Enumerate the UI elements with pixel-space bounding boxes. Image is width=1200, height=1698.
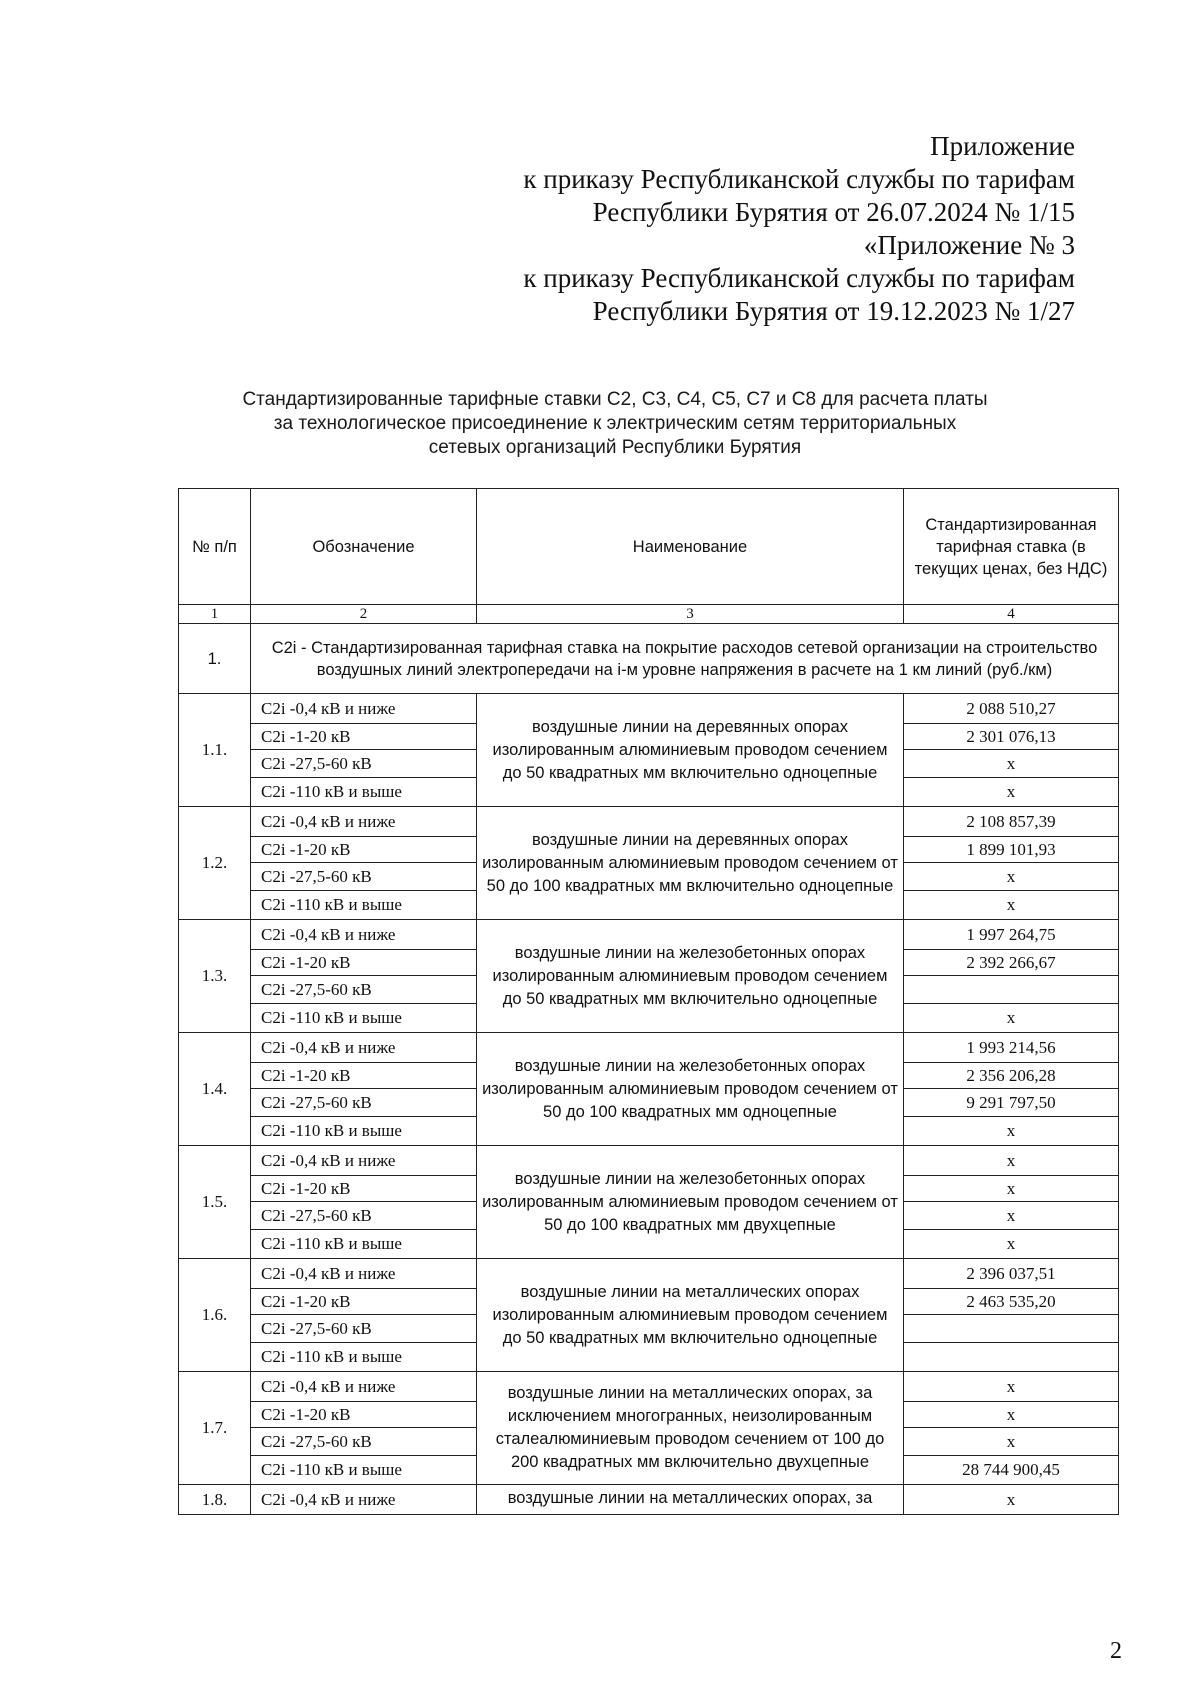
table-row <box>179 1372 1119 1402</box>
rate-value: х <box>904 863 1119 891</box>
rate-code: С2i -1-20 кВ <box>251 1063 477 1089</box>
title-line: Стандартизированные тарифные ставки С2, С3, С4, С5, С7 и С8 для расчета платы <box>242 389 988 410</box>
row-number: 1.1. <box>179 694 251 807</box>
rate-value: х <box>904 891 1119 920</box>
rate-code: С2i -27,5-60 кВ <box>251 976 477 1004</box>
rate-value: х <box>904 1428 1119 1456</box>
column-number: 4 <box>904 605 1119 624</box>
table-row <box>179 807 1119 837</box>
rate-code: С2i -110 кВ и выше <box>251 778 477 807</box>
rate-value: 28 744 900,45 <box>904 1456 1119 1485</box>
rate-code: С2i -1-20 кВ <box>251 724 477 750</box>
rate-value: х <box>904 1176 1119 1202</box>
section-number: 1. <box>179 624 251 694</box>
rate-code: С2i -1-20 кВ <box>251 837 477 863</box>
header-line: к приказу Республиканской службы по тарифам <box>523 164 1075 194</box>
rate-code: С2i -0,4 кВ и ниже <box>251 807 477 837</box>
rate-value: 2 392 266,67 <box>904 950 1119 976</box>
rate-code: С2i -1-20 кВ <box>251 1289 477 1315</box>
header-line: к приказу Республиканской службы по тарифам <box>523 263 1075 293</box>
page-number: 2 <box>1110 1638 1122 1664</box>
rate-value: х <box>904 750 1119 778</box>
line-description: воздушные линии на железобетонных опорах изолированным алюминиевым проводом сечением от 50 до 100 квадратных мм одноцепные <box>477 1033 904 1146</box>
rate-value: 2 301 076,13 <box>904 724 1119 750</box>
column-header: Стандартизированная тарифная ставка (в текущих ценах, без НДС) <box>904 489 1119 605</box>
line-description: воздушные линии на деревянных опорах изолированным алюминиевым проводом сечением до 50 квадратных мм включительно одноцепные <box>477 694 904 807</box>
rate-code: С2i -110 кВ и выше <box>251 1343 477 1372</box>
rate-value: 2 088 510,27 <box>904 694 1119 724</box>
rate-value <box>904 1315 1119 1343</box>
table-row <box>179 1259 1119 1289</box>
header-line: Приложение <box>930 131 1075 161</box>
rate-value <box>904 1343 1119 1372</box>
column-number-row <box>179 605 1119 624</box>
rate-value: х <box>904 1117 1119 1146</box>
rate-code: С2i -0,4 кВ и ниже <box>251 1146 477 1176</box>
line-description: воздушные линии на металлических опорах, за <box>477 1485 904 1515</box>
column-number: 3 <box>477 605 904 624</box>
rate-value: 9 291 797,50 <box>904 1089 1119 1117</box>
row-number: 1.7. <box>179 1372 251 1485</box>
rate-code: С2i -27,5-60 кВ <box>251 1428 477 1456</box>
line-description: воздушные линии на железобетонных опорах изолированным алюминиевым проводом сечением до 50 квадратных мм включительно одноцепные <box>477 920 904 1033</box>
rate-code: С2i -27,5-60 кВ <box>251 863 477 891</box>
column-number: 2 <box>251 605 477 624</box>
rate-code: С2i -1-20 кВ <box>251 950 477 976</box>
rate-value: 1 993 214,56 <box>904 1033 1119 1063</box>
rate-value <box>904 976 1119 1004</box>
rate-code: С2i -27,5-60 кВ <box>251 1089 477 1117</box>
line-description: воздушные линии на деревянных опорах изолированным алюминиевым проводом сечением от 50 до 100 квадратных мм включительно одноцепные <box>477 807 904 920</box>
rate-value: 1 997 264,75 <box>904 920 1119 950</box>
rate-code: С2i -110 кВ и выше <box>251 1456 477 1485</box>
column-number: 1 <box>179 605 251 624</box>
rate-code: С2i -27,5-60 кВ <box>251 1202 477 1230</box>
row-number: 1.3. <box>179 920 251 1033</box>
section-row <box>179 624 1119 694</box>
row-number: 1.4. <box>179 1033 251 1146</box>
column-header: Наименование <box>477 489 904 605</box>
title-line: за технологическое присоединение к электрическим сетям территориальных <box>273 413 957 434</box>
line-description: воздушные линии на металлических опорах изолированным алюминиевым проводом сечением до 50 квадратных мм включительно одноцепные <box>477 1259 904 1372</box>
rate-code: С2i -110 кВ и выше <box>251 1004 477 1033</box>
rate-value: х <box>904 1202 1119 1230</box>
rate-value: х <box>904 1004 1119 1033</box>
rate-value: х <box>904 1146 1119 1176</box>
column-header: Обозначение <box>251 489 477 605</box>
rate-value: 2 108 857,39 <box>904 807 1119 837</box>
title-line: сетевых организаций Республики Бурятия <box>428 437 802 458</box>
rate-value: х <box>904 778 1119 807</box>
table-row <box>179 920 1119 950</box>
rate-code: С2i -0,4 кВ и ниже <box>251 1259 477 1289</box>
column-header: № п/п <box>179 489 251 605</box>
table-row <box>179 1033 1119 1063</box>
table-row <box>179 694 1119 724</box>
line-description: воздушные линии на металлических опорах, за исключением многогранных, неизолированным сталеалюминиевым проводом сечением от 100 до 200 квадратных мм включительно двухцепные <box>477 1372 904 1485</box>
rate-code: С2i -1-20 кВ <box>251 1402 477 1428</box>
rates-table <box>178 488 1119 1515</box>
rate-value: х <box>904 1372 1119 1402</box>
row-number: 1.6. <box>179 1259 251 1372</box>
rate-code: С2i -0,4 кВ и ниже <box>251 1033 477 1063</box>
rate-code: С2i -0,4 кВ и ниже <box>251 694 477 724</box>
rate-value: х <box>904 1485 1119 1515</box>
rate-code: С2i -0,4 кВ и ниже <box>251 1372 477 1402</box>
rate-code: С2i -0,4 кВ и ниже <box>251 920 477 950</box>
row-number: 1.5. <box>179 1146 251 1259</box>
header-line: «Приложение № 3 <box>863 230 1075 260</box>
document-title <box>175 388 1055 460</box>
header-line: Республики Бурятия от 26.07.2024 № 1/15 <box>592 197 1075 227</box>
row-number: 1.2. <box>179 807 251 920</box>
table-row <box>179 1146 1119 1176</box>
rate-code: С2i -110 кВ и выше <box>251 891 477 920</box>
rate-code: С2i -1-20 кВ <box>251 1176 477 1202</box>
rate-value: 2 463 535,20 <box>904 1289 1119 1315</box>
rate-value: 2 396 037,51 <box>904 1259 1119 1289</box>
table-header-row <box>179 489 1119 605</box>
rate-code: С2i -0,4 кВ и ниже <box>251 1485 477 1515</box>
rate-value: х <box>904 1230 1119 1259</box>
table-row <box>179 1485 1119 1515</box>
row-number: 1.8. <box>179 1485 251 1515</box>
rate-code: С2i -27,5-60 кВ <box>251 1315 477 1343</box>
rate-code: С2i -27,5-60 кВ <box>251 750 477 778</box>
rate-value: х <box>904 1402 1119 1428</box>
rate-code: С2i -110 кВ и выше <box>251 1230 477 1259</box>
header-line: Республики Бурятия от 19.12.2023 № 1/27 <box>592 296 1075 326</box>
rate-code: С2i -110 кВ и выше <box>251 1117 477 1146</box>
rate-value: 1 899 101,93 <box>904 837 1119 863</box>
document-header <box>523 130 1075 328</box>
section-text: С2i - Стандартизированная тарифная ставка на покрытие расходов сетевой организации на строительство воздушных линий электропередачи на i-м уровне напряжения в расчете на 1 км линий (руб./км) <box>251 624 1119 694</box>
rate-value: 2 356 206,28 <box>904 1063 1119 1089</box>
line-description: воздушные линии на железобетонных опорах изолированным алюминиевым проводом сечением от 50 до 100 квадратных мм двухцепные <box>477 1146 904 1259</box>
